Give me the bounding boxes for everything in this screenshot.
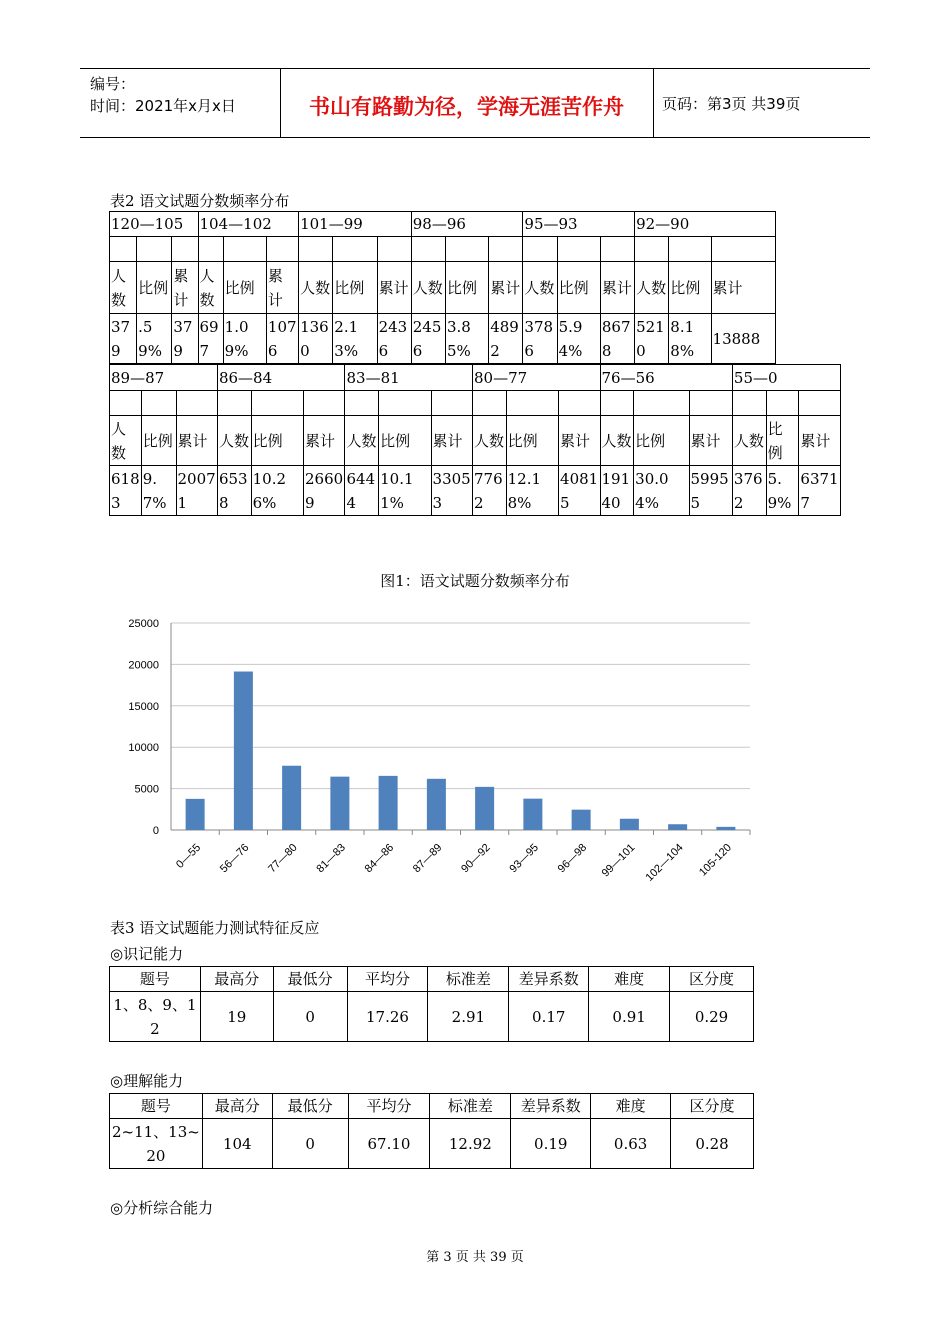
ratio-label: 比例 bbox=[333, 262, 377, 314]
range-cell: 55—0 bbox=[732, 365, 840, 391]
count-label: 人数 bbox=[299, 262, 333, 314]
x-tick-label: 102—104 bbox=[643, 841, 686, 884]
count-label: 人数 bbox=[345, 416, 379, 466]
column-header: 差异系数 bbox=[511, 1094, 591, 1119]
code-label: 编号： bbox=[90, 75, 136, 93]
range-cell: 101—99 bbox=[299, 212, 412, 237]
bar bbox=[716, 827, 735, 830]
count-value: 697 bbox=[198, 314, 223, 364]
value-row bbox=[110, 314, 776, 364]
ratio-value: 10.26% bbox=[251, 466, 303, 516]
bar bbox=[330, 777, 349, 830]
bar bbox=[186, 799, 205, 830]
cumulative-value: 33053 bbox=[431, 466, 472, 516]
column-header: 最高分 bbox=[200, 967, 273, 992]
blank-row bbox=[110, 237, 776, 262]
mean-score: 67.10 bbox=[348, 1119, 430, 1169]
column-header: 最低分 bbox=[273, 967, 347, 992]
count-value: 6444 bbox=[345, 466, 379, 516]
cumulative-label: 累计 bbox=[266, 262, 298, 314]
bar bbox=[282, 766, 301, 830]
table2-block1 bbox=[109, 211, 776, 364]
cumulative-value: 1076 bbox=[266, 314, 298, 364]
count-value: 19140 bbox=[600, 466, 634, 516]
cumulative-label: 累计 bbox=[431, 416, 472, 466]
cumulative-label: 累计 bbox=[799, 416, 841, 466]
header-divider bbox=[653, 69, 654, 137]
x-tick-label: 99—101 bbox=[599, 841, 638, 880]
cumulative-value: 20071 bbox=[176, 466, 217, 516]
max-score: 19 bbox=[200, 992, 273, 1042]
section-memory-title: ◎识记能力 bbox=[110, 945, 184, 963]
cumulative-label: 累计 bbox=[377, 262, 411, 314]
count-label: 人数 bbox=[732, 416, 766, 466]
x-tick-label: 84—86 bbox=[362, 841, 397, 876]
count-value: 3762 bbox=[732, 466, 766, 516]
count-label: 人数 bbox=[110, 262, 137, 314]
bar bbox=[572, 810, 591, 830]
cumulative-label: 累计 bbox=[304, 416, 345, 466]
range-cell: 98—96 bbox=[411, 212, 523, 237]
bar bbox=[234, 672, 253, 830]
x-tick-label: 90—92 bbox=[459, 841, 493, 876]
ratio-value: 9.7% bbox=[141, 466, 176, 516]
range-cell: 104—102 bbox=[198, 212, 299, 237]
time-label: 时间：2021年x月x日 bbox=[90, 97, 236, 115]
range-cell: 83—81 bbox=[345, 365, 473, 391]
table-row bbox=[110, 1119, 754, 1169]
x-tick-label: 96—98 bbox=[555, 841, 590, 876]
range-cell: 86—84 bbox=[217, 365, 345, 391]
understanding-ability-table bbox=[109, 1093, 754, 1169]
cumulative-label: 累计 bbox=[559, 416, 600, 466]
count-label: 人数 bbox=[523, 262, 557, 314]
value-row bbox=[110, 466, 841, 516]
range-cell: 120—105 bbox=[110, 212, 199, 237]
ratio-label: 比例 bbox=[669, 262, 711, 314]
table2-caption: 表2 语文试题分数频率分布 bbox=[110, 192, 290, 210]
column-header: 难度 bbox=[591, 1094, 671, 1119]
ratio-value: 1.09% bbox=[223, 314, 266, 364]
x-tick-label: 77—80 bbox=[266, 841, 300, 876]
blank-row bbox=[110, 391, 841, 416]
ratio-value: 8.18% bbox=[669, 314, 711, 364]
cumulative-value: 40815 bbox=[559, 466, 600, 516]
count-value: 3786 bbox=[523, 314, 557, 364]
bar bbox=[523, 799, 542, 830]
x-tick-label: 81—83 bbox=[314, 841, 348, 876]
range-row bbox=[110, 212, 776, 237]
discrimination: 0.28 bbox=[671, 1119, 754, 1169]
column-header: 难度 bbox=[589, 967, 670, 992]
bar bbox=[620, 819, 639, 830]
section-analysis-title: ◎分析综合能力 bbox=[110, 1199, 214, 1217]
difficulty: 0.91 bbox=[589, 992, 670, 1042]
variation-coef: 0.19 bbox=[511, 1119, 591, 1169]
header-page-number: 页码：第3页 共39页 bbox=[662, 95, 801, 113]
cumulative-label: 累计 bbox=[689, 416, 732, 466]
bar bbox=[668, 824, 687, 830]
count-label: 人数 bbox=[635, 262, 669, 314]
column-header: 题号 bbox=[110, 967, 201, 992]
column-header: 最高分 bbox=[202, 1094, 272, 1119]
bar bbox=[475, 787, 494, 830]
cumulative-value: 379 bbox=[172, 314, 198, 364]
ratio-label: 比例 bbox=[141, 416, 176, 466]
range-cell: 76—56 bbox=[600, 365, 732, 391]
cumulative-label: 累计 bbox=[489, 262, 523, 314]
x-tick-label: 105-120 bbox=[696, 841, 734, 879]
count-value: 6183 bbox=[110, 466, 142, 516]
label-row bbox=[110, 416, 841, 466]
column-header: 标准差 bbox=[428, 967, 509, 992]
memory-ability-table bbox=[109, 966, 754, 1042]
cumulative-value: 59955 bbox=[689, 466, 732, 516]
x-tick-label: 0—55 bbox=[174, 841, 204, 871]
column-header: 标准差 bbox=[430, 1094, 511, 1119]
ratio-label: 比例 bbox=[506, 416, 558, 466]
bar bbox=[379, 776, 398, 830]
x-tick-label: 56—76 bbox=[217, 841, 252, 876]
ratio-value: 3.85% bbox=[445, 314, 488, 364]
max-score: 104 bbox=[202, 1119, 272, 1169]
range-cell: 80—77 bbox=[473, 365, 601, 391]
ratio-label: 比例 bbox=[557, 262, 600, 314]
count-value: 379 bbox=[110, 314, 137, 364]
ratio-value: 5.9% bbox=[766, 466, 799, 516]
ratio-value: .59% bbox=[137, 314, 172, 364]
x-tick-label: 93—95 bbox=[507, 841, 541, 876]
ratio-label: 比例 bbox=[379, 416, 431, 466]
header-meta bbox=[90, 73, 236, 117]
ratio-label: 比例 bbox=[223, 262, 266, 314]
item-numbers: 2~11、13~20 bbox=[110, 1119, 203, 1169]
count-value: 2456 bbox=[411, 314, 445, 364]
header-row bbox=[110, 1094, 754, 1119]
cumulative-value: 2436 bbox=[377, 314, 411, 364]
ratio-value: 12.18% bbox=[506, 466, 558, 516]
column-header: 差异系数 bbox=[509, 967, 589, 992]
min-score: 0 bbox=[273, 992, 347, 1042]
figure1-caption: 图1：语文试题分数频率分布 bbox=[380, 572, 570, 590]
ratio-label: 比例 bbox=[445, 262, 488, 314]
ratio-label: 比例 bbox=[251, 416, 303, 466]
page-header bbox=[80, 68, 870, 138]
cumulative-label: 累计 bbox=[711, 262, 775, 314]
section-understanding-title: ◎理解能力 bbox=[110, 1072, 184, 1090]
ratio-value: 5.94% bbox=[557, 314, 600, 364]
count-label: 人数 bbox=[600, 416, 634, 466]
y-tick-label: 10000 bbox=[128, 742, 159, 755]
count-value: 7762 bbox=[473, 466, 507, 516]
header-row bbox=[110, 967, 754, 992]
ratio-value: 10.11% bbox=[379, 466, 431, 516]
table3-caption: 表3 语文试题能力测试特征反应 bbox=[110, 919, 320, 937]
difficulty: 0.63 bbox=[591, 1119, 671, 1169]
cumulative-label: 累计 bbox=[176, 416, 217, 466]
std-dev: 12.92 bbox=[430, 1119, 511, 1169]
label-row bbox=[110, 262, 776, 314]
ratio-label: 比例 bbox=[137, 262, 172, 314]
cumulative-value: 26609 bbox=[304, 466, 345, 516]
ratio-value: 30.04% bbox=[634, 466, 689, 516]
x-tick-label: 87—89 bbox=[410, 841, 445, 876]
cumulative-label: 累计 bbox=[172, 262, 198, 314]
min-score: 0 bbox=[272, 1119, 348, 1169]
cumulative-label: 累计 bbox=[600, 262, 634, 314]
count-value: 1360 bbox=[299, 314, 333, 364]
score-distribution-chart bbox=[100, 605, 780, 895]
variation-coef: 0.17 bbox=[509, 992, 589, 1042]
column-header: 平均分 bbox=[348, 1094, 430, 1119]
y-tick-label: 15000 bbox=[128, 700, 159, 713]
mean-score: 17.26 bbox=[347, 992, 428, 1042]
header-motto: 书山有路勤为径，学海无涯苦作舟 bbox=[309, 95, 624, 119]
range-cell: 92—90 bbox=[635, 212, 776, 237]
table-row bbox=[110, 992, 754, 1042]
table2-block2 bbox=[109, 364, 841, 516]
cumulative-value: 13888 bbox=[711, 314, 775, 364]
count-value: 5210 bbox=[635, 314, 669, 364]
ratio-value: 2.13% bbox=[333, 314, 377, 364]
ratio-label: 比例 bbox=[634, 416, 689, 466]
ratio-label: 比例 bbox=[766, 416, 799, 466]
column-header: 最低分 bbox=[272, 1094, 348, 1119]
count-label: 人数 bbox=[198, 262, 223, 314]
column-header: 平均分 bbox=[347, 967, 428, 992]
y-tick-label: 5000 bbox=[134, 783, 159, 796]
cumulative-value: 63717 bbox=[799, 466, 841, 516]
range-cell: 95—93 bbox=[523, 212, 635, 237]
range-cell: 89—87 bbox=[110, 365, 218, 391]
count-label: 人数 bbox=[411, 262, 445, 314]
discrimination: 0.29 bbox=[670, 992, 754, 1042]
column-header: 区分度 bbox=[671, 1094, 754, 1119]
y-tick-label: 0 bbox=[152, 825, 159, 837]
item-numbers: 1、8、9、12 bbox=[110, 992, 201, 1042]
count-label: 人数 bbox=[473, 416, 507, 466]
bar bbox=[427, 779, 446, 830]
count-label: 人数 bbox=[217, 416, 251, 466]
cumulative-value: 4892 bbox=[489, 314, 523, 364]
cumulative-value: 8678 bbox=[600, 314, 634, 364]
count-value: 6538 bbox=[217, 466, 251, 516]
page-footer: 第 3 页 共 39 页 bbox=[426, 1250, 524, 1265]
y-tick-label: 20000 bbox=[128, 659, 159, 672]
std-dev: 2.91 bbox=[428, 992, 509, 1042]
y-tick-label: 25000 bbox=[128, 618, 159, 630]
count-label: 人数 bbox=[110, 416, 142, 466]
column-header: 题号 bbox=[110, 1094, 203, 1119]
column-header: 区分度 bbox=[670, 967, 754, 992]
range-row bbox=[110, 365, 841, 391]
